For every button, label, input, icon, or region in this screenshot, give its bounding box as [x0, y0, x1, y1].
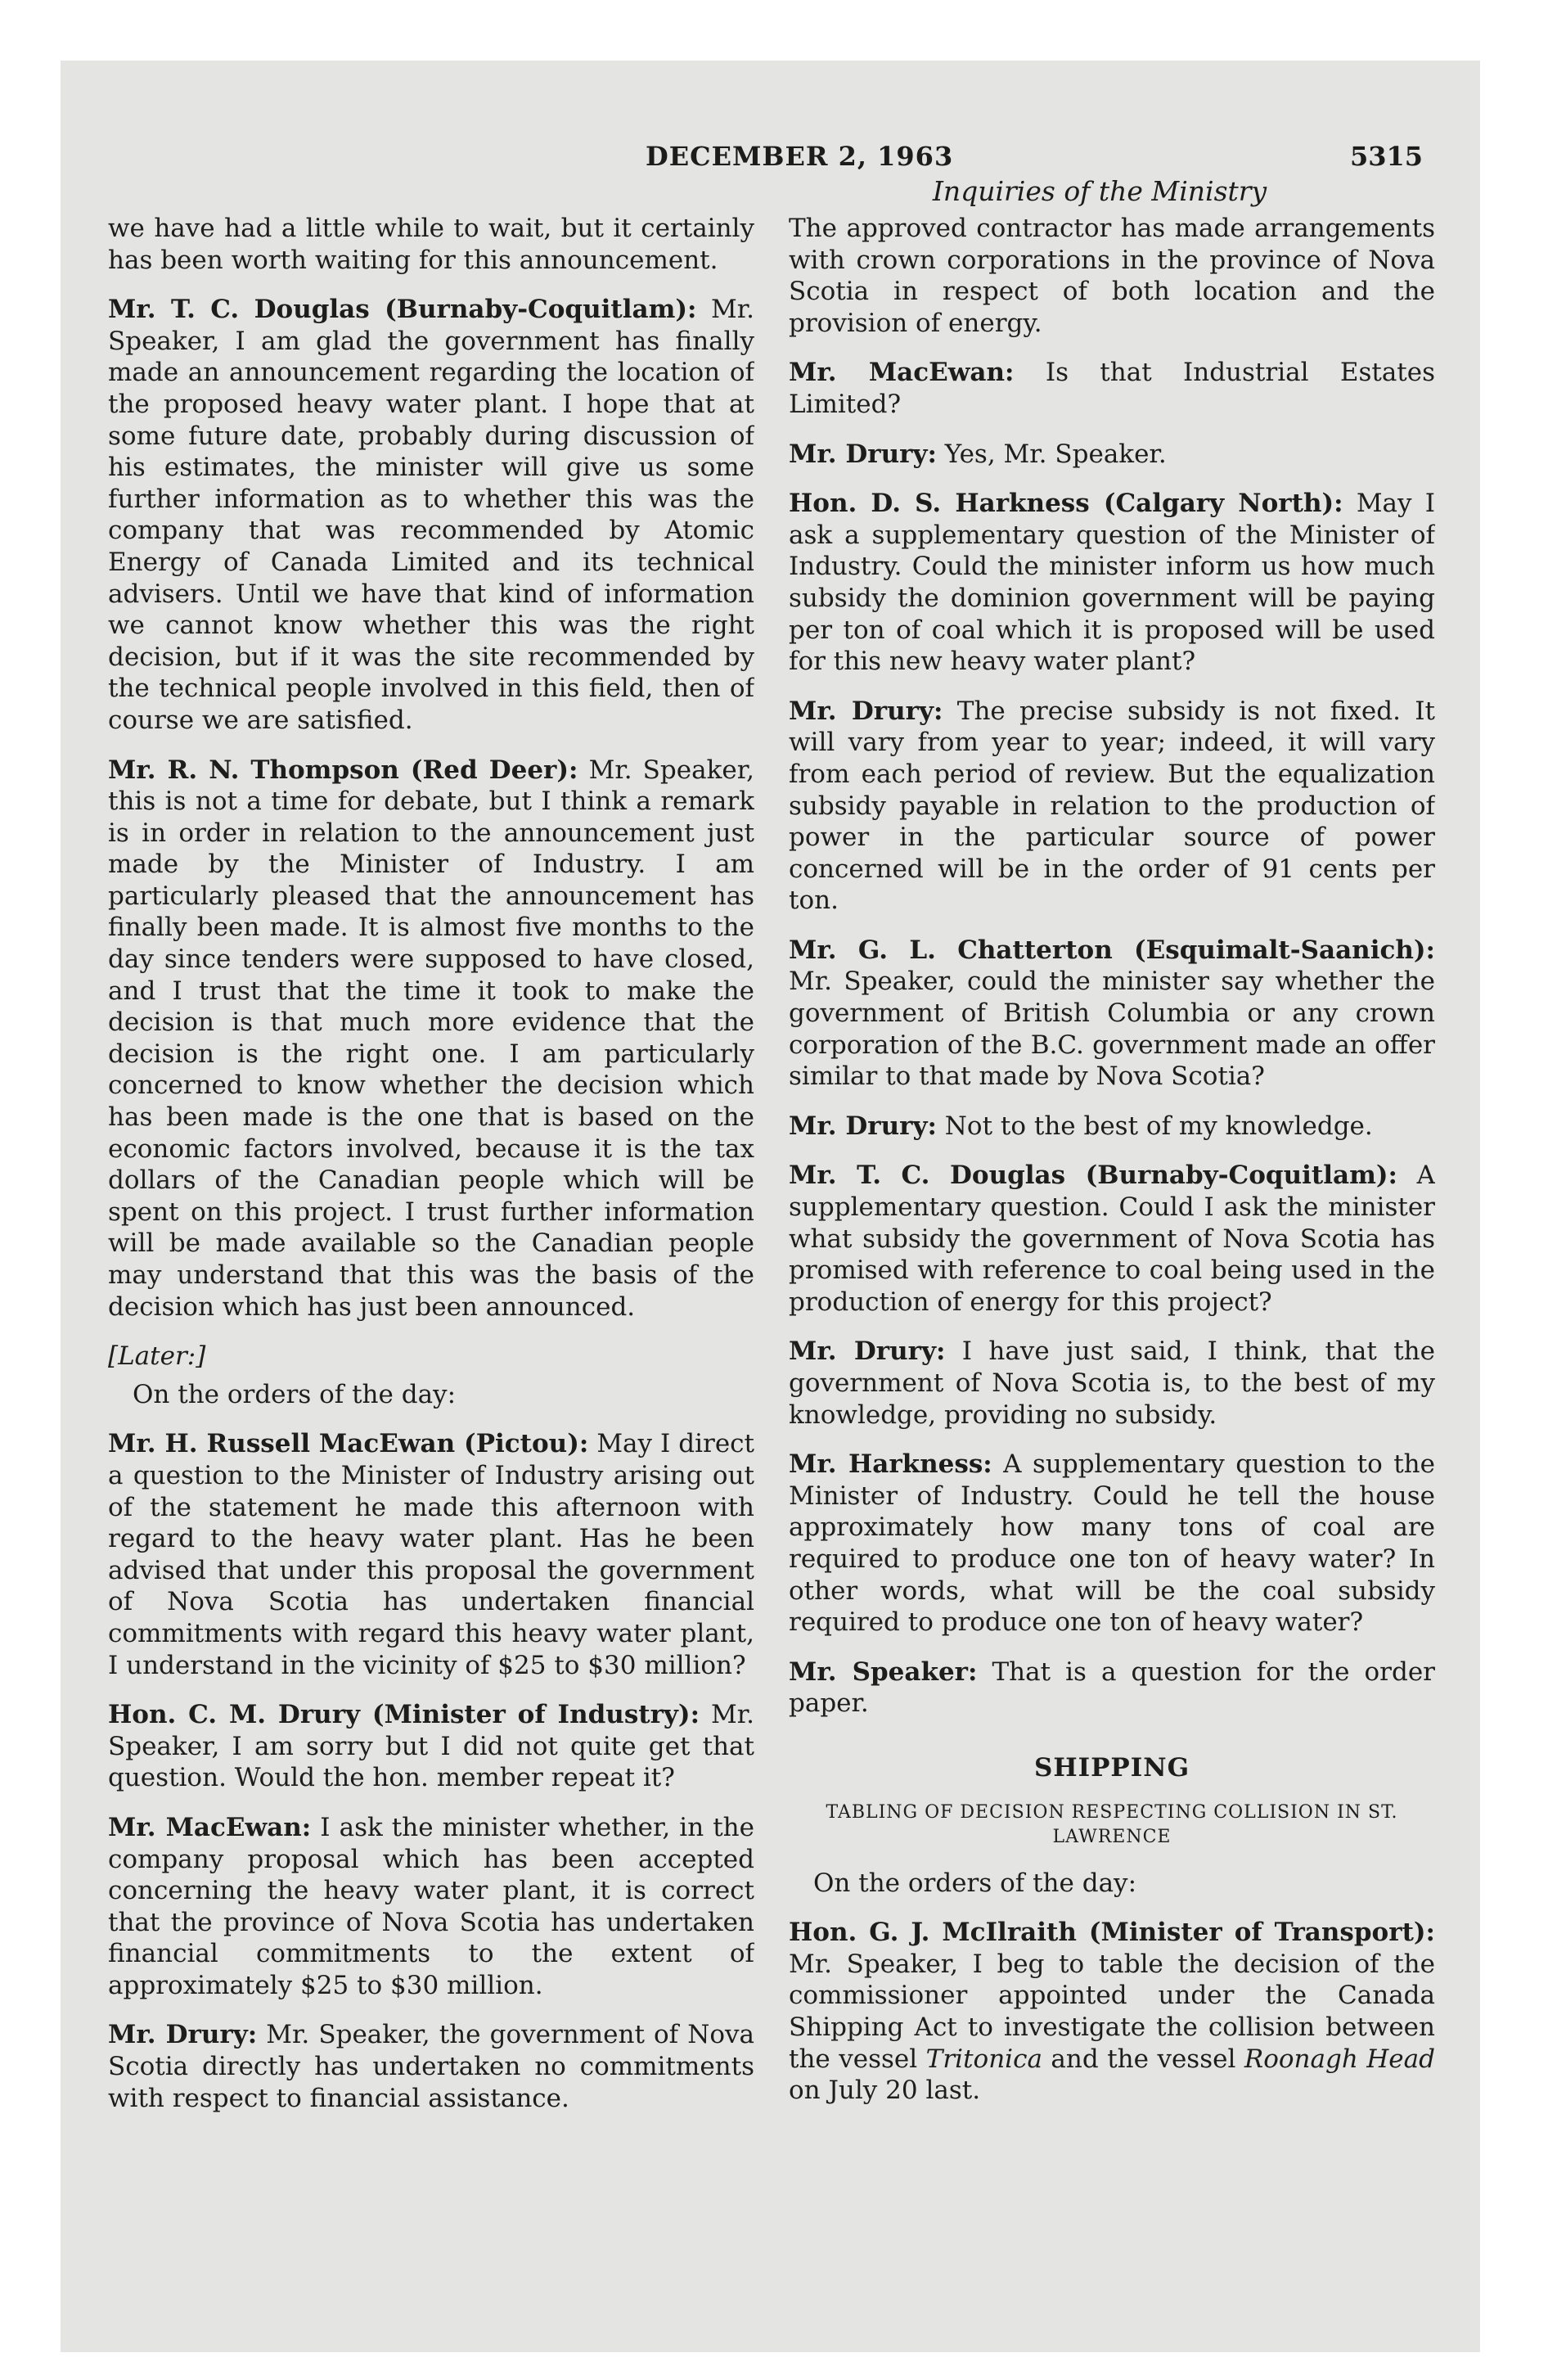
page-number: 5315: [1349, 141, 1423, 172]
speaker-name: Mr. Drury:: [108, 2020, 258, 2050]
paragraph: Mr. MacEwan: I ask the minister whether, in the company proposal which has been accepted concerning the heavy water plant, it is correct that the province of Nova Scotia has undertaken financial commitments to the extent of approximately $25 to $30 million.: [108, 1812, 754, 2000]
paragraph: Mr. H. Russell MacEwan (Pictou): May I direct a question to the Minister of Industry arising out of the statement he made this afternoon with regard to the heavy water plant. Has he been advised that under this proposal the government of Nova Scotia has undertaken financial commitments with regard this heavy water plant, I understand in the vicinity of $25 to $30 million?: [108, 1429, 754, 1680]
speaker-name: Mr. MacEwan:: [108, 1812, 312, 1842]
running-head: Inquiries of the Ministry: [932, 175, 1267, 207]
page-date: DECEMBER 2, 1963: [646, 141, 954, 172]
paragraph: The approved contractor has made arrangements with crown corporations in the province of Nova Scotia in respect of both location and the provision of energy.: [789, 214, 1435, 338]
paragraph: Mr. MacEwan: Is that Industrial Estates Limited?: [789, 358, 1435, 419]
speaker-name: Mr. R. N. Thompson (Red Deer):: [108, 755, 578, 785]
speaker-name: Mr. Drury:: [789, 1111, 937, 1141]
vessel-name: Tritonica: [925, 2044, 1042, 2074]
paragraph: Mr. T. C. Douglas (Burnaby-Coquitlam): A supplementary question. Could I ask the minister what subsidy the government of Nova Scotia has promised with reference to coal being used in the production of energy for this project?: [789, 1161, 1435, 1317]
section-subheading: TABLING OF DECISION RESPECTING COLLISION IN ST. LAWRENCE: [826, 1801, 1398, 1847]
paragraph: Mr. Drury: I have just said, I think, that the government of Nova Scotia is, to the best of my knowledge, providing no subsidy.: [789, 1336, 1435, 1430]
paragraph: Hon. D. S. Harkness (Calgary North): May I ask a supplementary question of the Minister of Industry. Could the minister inform us how much subsidy the dominion government will be paying per ton of coal which it is proposed will be used for this new heavy water plant?: [789, 489, 1435, 677]
paragraph: Mr. Drury: Not to the best of my knowledge.: [789, 1111, 1373, 1141]
paragraph: Mr. Harkness: A supplementary question to the Minister of Industry. Could he tell the house approximately how many tons of coal are required to produce one ton of heavy water? In other words, what will be the coal subsidy required to produce one ton of heavy water?: [789, 1449, 1435, 1638]
paragraph: Hon. G. J. McIlraith (Minister of Transport): Mr. Speaker, I beg to table the decision of the commissioner appointed under the Canada Shipping Act to investigate the collision between the vessel Tritonica and the vessel Roonagh Head on July 20 last.: [789, 1918, 1435, 2106]
paragraph: On the orders of the day:: [813, 1868, 1137, 1898]
paragraph: Mr. Speaker: That is a question for the order paper.: [789, 1657, 1435, 1719]
speaker-name: Mr. G. L. Chatterton (Esquimalt-Saanich):: [789, 935, 1435, 965]
speaker-name: Mr. Drury:: [789, 1336, 946, 1367]
paragraph: On the orders of the day:: [133, 1379, 457, 1409]
paragraph: Mr. T. C. Douglas (Burnaby-Coquitlam): Mr. Speaker, I am glad the government has finally made an announcement regarding the location of the proposed heavy water plant. I hope that at some future date, probably during discussion of his estimates, the minister will give us some further information as to whether this was the company that was recommended by Atomic Energy of Canada Limited and its technical advisers. Until we have that kind of information we cannot know whether this was the right decision, but if it was the site recommended by the technical people involved in this field, then of course we are satisfied.: [108, 295, 754, 735]
speaker-name: Mr. T. C. Douglas (Burnaby-Coquitlam):: [789, 1161, 1397, 1191]
speaker-name: Hon. G. J. McIlraith (Minister of Transport):: [789, 1918, 1435, 1948]
speaker-name: Mr. H. Russell MacEwan (Pictou):: [108, 1429, 589, 1459]
paragraph: Hon. C. M. Drury (Minister of Industry): Mr. Speaker, I am sorry but I did not quite get that question. Would the hon. member repeat it?: [108, 1700, 754, 1793]
speaker-name: Mr. Drury:: [789, 439, 937, 469]
speaker-name: Mr. T. C. Douglas (Burnaby-Coquitlam):: [108, 295, 697, 325]
section-heading: SHIPPING: [1033, 1752, 1190, 1783]
paragraph: Mr. G. L. Chatterton (Esquimalt-Saanich): Mr. Speaker, could the minister say whether the government of British Columbia or any crown corporation of the B.C. government made an offer similar to that made by Nova Scotia?: [789, 935, 1435, 1092]
speaker-name: Hon. C. M. Drury (Minister of Industry):: [108, 1700, 700, 1730]
speaker-name: Mr. Drury:: [789, 696, 943, 726]
paragraph: Mr. Drury: Mr. Speaker, the government of Nova Scotia directly has undertaken no commitments with respect to financial assistance.: [108, 2020, 754, 2113]
vessel-name: Roonagh Head: [1244, 2044, 1435, 2074]
paragraph: Mr. Drury: The precise subsidy is not fixed. It will vary from year to year; indeed, it will vary from each period of review. But the equalization subsidy payable in relation to the production of power in the particular source of power concerned will be in the order of 91 cents per ton.: [789, 696, 1435, 916]
speaker-name: Mr. Harkness:: [789, 1449, 992, 1480]
speaker-name: Mr. MacEwan:: [789, 358, 1015, 388]
left-column: [108, 213, 754, 2292]
later-marker: [Later:]: [108, 1341, 206, 1372]
paragraph: we have had a little while to wait, but it certainly has been worth waiting for this announcement.: [108, 214, 754, 275]
paragraph: Mr. R. N. Thompson (Red Deer): Mr. Speaker, this is not a time for debate, but I think a remark is in order in relation to the announcement just made by the Minister of Industry. I am particularly pleased that the announcement has finally been made. It is almost five months to the day since tenders were supposed to have closed, and I trust that the time it took to make the decision is that much more evidence that the decision is the right one. I am particularly concerned to know whether the decision which has been made is the one that is based on the economic factors involved, because it is the tax dollars of the Canadian people which will be spent on this project. I trust further information will be made available so the Canadian people may understand that this was the basis of the decision which has just been announced.: [108, 755, 754, 1322]
paragraph: Mr. Drury: Yes, Mr. Speaker.: [789, 439, 1167, 469]
speaker-name: Mr. Speaker:: [789, 1657, 978, 1687]
document-page: [61, 61, 1480, 2352]
speaker-name: Hon. D. S. Harkness (Calgary North):: [789, 489, 1343, 519]
right-column: [789, 213, 1435, 2292]
